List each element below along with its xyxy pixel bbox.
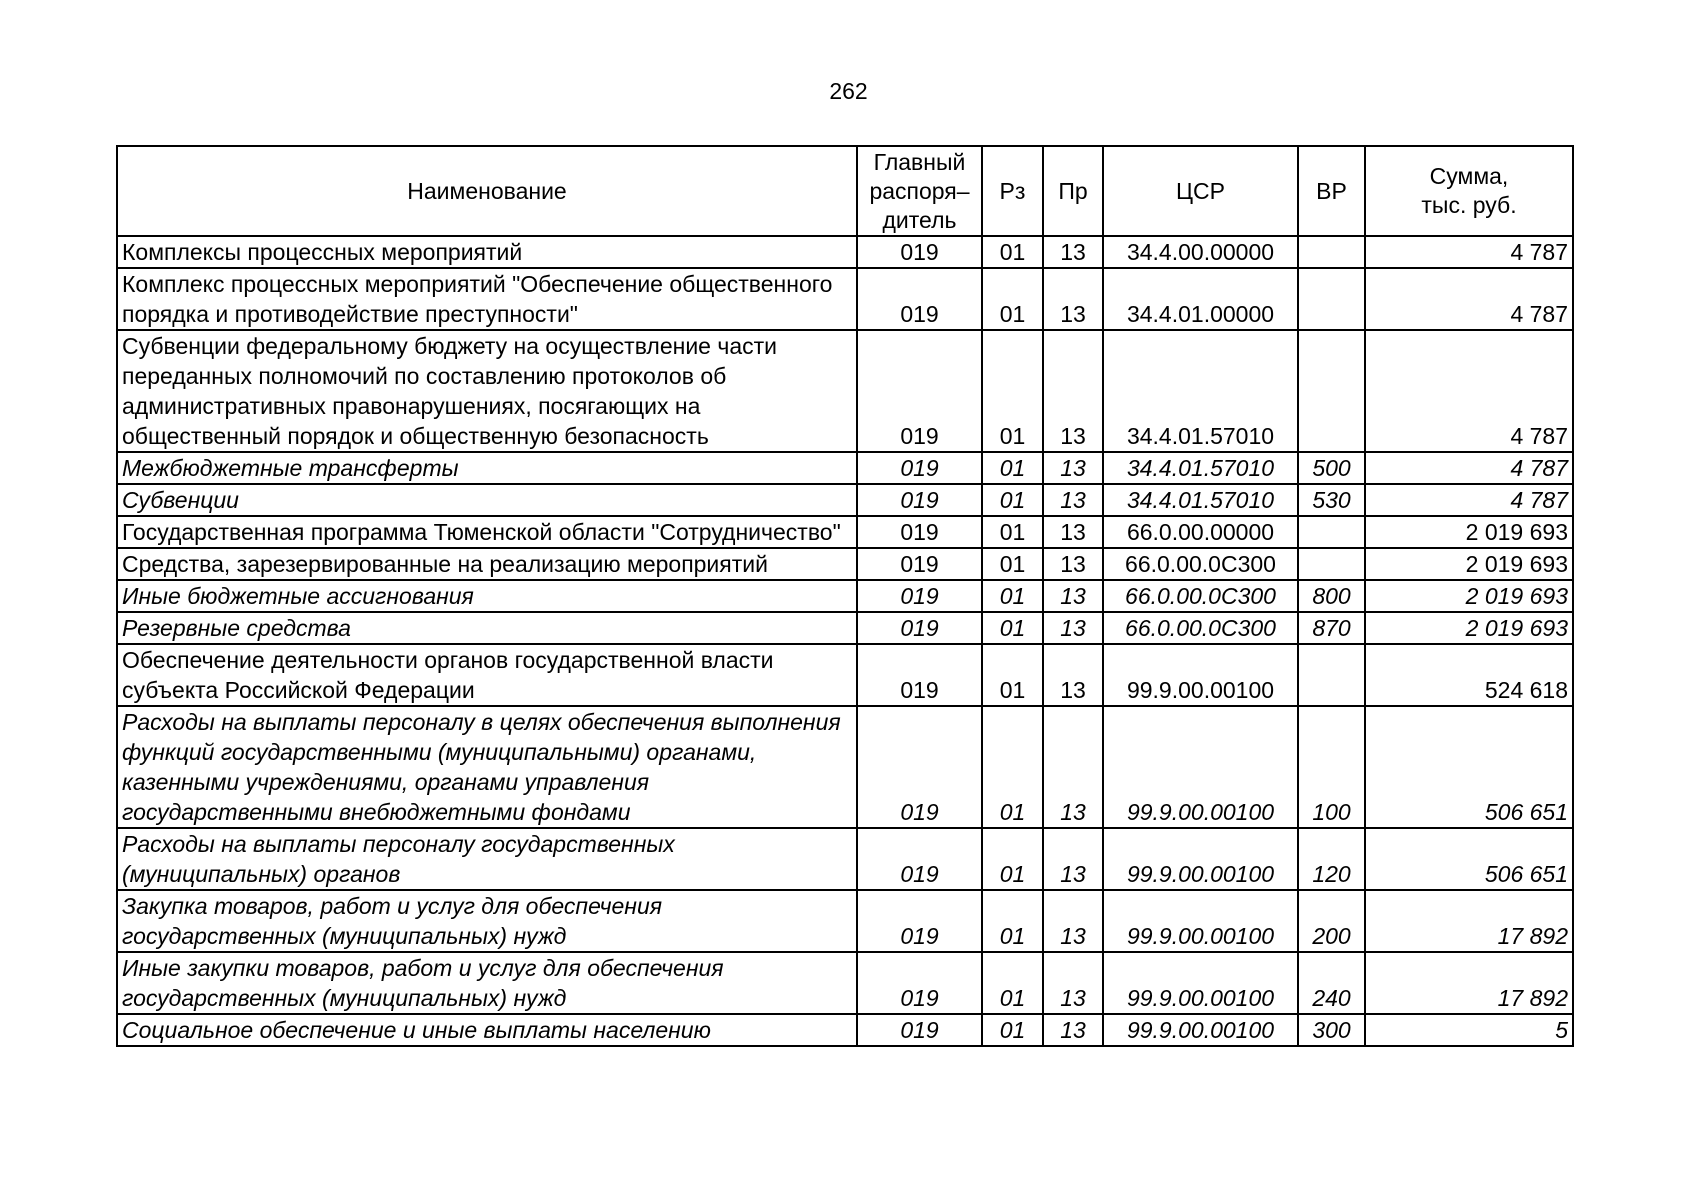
cell-pr: 13 <box>1043 516 1103 548</box>
cell-rz: 01 <box>982 828 1043 890</box>
table-row <box>117 890 1573 952</box>
cell-name: Комплексы процессных мероприятий <box>117 236 857 268</box>
table-row <box>117 706 1573 828</box>
cell-sum: 17 892 <box>1365 952 1573 1014</box>
cell-name: Иные бюджетные ассигнования <box>117 580 857 612</box>
cell-main-admin: 019 <box>857 612 982 644</box>
cell-sum: 4 787 <box>1365 330 1573 452</box>
cell-name: Государственная программа Тюменской области "Сотрудничество" <box>117 516 857 548</box>
cell-pr: 13 <box>1043 644 1103 706</box>
cell-sum: 4 787 <box>1365 484 1573 516</box>
cell-name: Обеспечение деятельности органов государственной власти субъекта Российской Федерации <box>117 644 857 706</box>
table-header-row <box>117 146 1573 236</box>
cell-vr: 240 <box>1298 952 1365 1014</box>
header-csr: ЦСР <box>1103 146 1298 236</box>
table-row <box>117 236 1573 268</box>
table-row <box>117 828 1573 890</box>
header-name: Наименование <box>117 146 857 236</box>
cell-rz: 01 <box>982 580 1043 612</box>
cell-vr: 120 <box>1298 828 1365 890</box>
cell-main-admin: 019 <box>857 706 982 828</box>
cell-vr <box>1298 644 1365 706</box>
cell-pr: 13 <box>1043 706 1103 828</box>
cell-csr: 34.4.01.00000 <box>1103 268 1298 330</box>
cell-name: Социальное обеспечение и иные выплаты населению <box>117 1014 857 1046</box>
cell-vr <box>1298 330 1365 452</box>
header-vr: ВР <box>1298 146 1365 236</box>
cell-csr: 34.4.01.57010 <box>1103 452 1298 484</box>
cell-csr: 34.4.00.00000 <box>1103 236 1298 268</box>
cell-rz: 01 <box>982 516 1043 548</box>
cell-main-admin: 019 <box>857 452 982 484</box>
header-sum <box>1365 146 1573 236</box>
cell-vr: 800 <box>1298 580 1365 612</box>
cell-main-admin: 019 <box>857 580 982 612</box>
cell-name: Средства, зарезервированные на реализацию мероприятий <box>117 548 857 580</box>
cell-rz: 01 <box>982 236 1043 268</box>
cell-sum: 2 019 693 <box>1365 548 1573 580</box>
cell-csr: 66.0.00.0С300 <box>1103 548 1298 580</box>
cell-csr: 66.0.00.0С300 <box>1103 612 1298 644</box>
cell-main-admin: 019 <box>857 516 982 548</box>
cell-main-admin: 019 <box>857 548 982 580</box>
cell-pr: 13 <box>1043 484 1103 516</box>
cell-vr <box>1298 548 1365 580</box>
cell-vr: 870 <box>1298 612 1365 644</box>
cell-main-admin: 019 <box>857 1014 982 1046</box>
cell-csr: 99.9.00.00100 <box>1103 706 1298 828</box>
cell-main-admin: 019 <box>857 644 982 706</box>
cell-sum: 506 651 <box>1365 706 1573 828</box>
cell-main-admin: 019 <box>857 952 982 1014</box>
cell-rz: 01 <box>982 890 1043 952</box>
cell-vr <box>1298 236 1365 268</box>
cell-pr: 13 <box>1043 580 1103 612</box>
table-row <box>117 580 1573 612</box>
table-row <box>117 1014 1573 1046</box>
cell-sum: 506 651 <box>1365 828 1573 890</box>
cell-pr: 13 <box>1043 236 1103 268</box>
cell-rz: 01 <box>982 644 1043 706</box>
cell-vr <box>1298 268 1365 330</box>
cell-csr: 34.4.01.57010 <box>1103 484 1298 516</box>
cell-pr: 13 <box>1043 612 1103 644</box>
cell-sum: 5 <box>1365 1014 1573 1046</box>
table-row <box>117 952 1573 1014</box>
cell-rz: 01 <box>982 952 1043 1014</box>
cell-name: Субвенции <box>117 484 857 516</box>
cell-csr: 66.0.00.0С300 <box>1103 580 1298 612</box>
cell-csr: 66.0.00.00000 <box>1103 516 1298 548</box>
cell-rz: 01 <box>982 706 1043 828</box>
header-rz: Рз <box>982 146 1043 236</box>
cell-rz: 01 <box>982 330 1043 452</box>
cell-rz: 01 <box>982 1014 1043 1046</box>
cell-vr: 500 <box>1298 452 1365 484</box>
cell-vr: 100 <box>1298 706 1365 828</box>
cell-main-admin: 019 <box>857 890 982 952</box>
cell-vr: 530 <box>1298 484 1365 516</box>
header-sum-line2: тыс. руб. <box>1421 192 1517 218</box>
cell-sum: 4 787 <box>1365 452 1573 484</box>
cell-sum: 524 618 <box>1365 644 1573 706</box>
table-row <box>117 452 1573 484</box>
cell-sum: 2 019 693 <box>1365 580 1573 612</box>
header-pr: Пр <box>1043 146 1103 236</box>
table-row <box>117 612 1573 644</box>
table-row <box>117 484 1573 516</box>
cell-name: Межбюджетные трансферты <box>117 452 857 484</box>
cell-main-admin: 019 <box>857 236 982 268</box>
cell-csr: 99.9.00.00100 <box>1103 1014 1298 1046</box>
cell-name: Субвенции федеральному бюджету на осуществление части переданных полномочий по составлению протоколов об административных правонарушениях, посягающих на общественный порядок и общественную безопасность <box>117 330 857 452</box>
cell-sum: 2 019 693 <box>1365 612 1573 644</box>
cell-csr: 99.9.00.00100 <box>1103 890 1298 952</box>
table-row <box>117 548 1573 580</box>
cell-rz: 01 <box>982 268 1043 330</box>
cell-name: Расходы на выплаты персоналу в целях обеспечения выполнения функций государственными (муниципальными) органами, казенными учреждениями, органами управления государственными внебюджетными фондами <box>117 706 857 828</box>
cell-name: Закупка товаров, работ и услуг для обеспечения государственных (муниципальных) нужд <box>117 890 857 952</box>
table-row <box>117 330 1573 452</box>
cell-rz: 01 <box>982 484 1043 516</box>
table-row <box>117 516 1573 548</box>
cell-pr: 13 <box>1043 952 1103 1014</box>
table-body <box>117 236 1573 1046</box>
cell-pr: 13 <box>1043 1014 1103 1046</box>
cell-vr: 200 <box>1298 890 1365 952</box>
cell-name: Комплекс процессных мероприятий "Обеспечение общественного порядка и противодействие преступности" <box>117 268 857 330</box>
cell-main-admin: 019 <box>857 828 982 890</box>
table-row <box>117 644 1573 706</box>
cell-pr: 13 <box>1043 268 1103 330</box>
cell-rz: 01 <box>982 452 1043 484</box>
header-sum-line1: Сумма, <box>1429 163 1509 189</box>
cell-pr: 13 <box>1043 452 1103 484</box>
cell-name: Расходы на выплаты персоналу государственных (муниципальных) органов <box>117 828 857 890</box>
cell-name: Иные закупки товаров, работ и услуг для обеспечения государственных (муниципальных) нужд <box>117 952 857 1014</box>
header-main-admin: Главный распоря– дитель <box>857 146 982 236</box>
cell-vr <box>1298 516 1365 548</box>
cell-main-admin: 019 <box>857 484 982 516</box>
cell-csr: 34.4.01.57010 <box>1103 330 1298 452</box>
cell-pr: 13 <box>1043 548 1103 580</box>
table-row <box>117 268 1573 330</box>
cell-vr: 300 <box>1298 1014 1365 1046</box>
cell-sum: 2 019 693 <box>1365 516 1573 548</box>
page-number: 262 <box>829 78 868 104</box>
cell-main-admin: 019 <box>857 268 982 330</box>
cell-sum: 4 787 <box>1365 236 1573 268</box>
cell-csr: 99.9.00.00100 <box>1103 952 1298 1014</box>
budget-table <box>116 145 1574 1047</box>
cell-csr: 99.9.00.00100 <box>1103 644 1298 706</box>
cell-main-admin: 019 <box>857 330 982 452</box>
cell-pr: 13 <box>1043 828 1103 890</box>
cell-sum: 4 787 <box>1365 268 1573 330</box>
cell-csr: 99.9.00.00100 <box>1103 828 1298 890</box>
cell-rz: 01 <box>982 612 1043 644</box>
cell-pr: 13 <box>1043 890 1103 952</box>
cell-pr: 13 <box>1043 330 1103 452</box>
cell-rz: 01 <box>982 548 1043 580</box>
cell-sum: 17 892 <box>1365 890 1573 952</box>
cell-name: Резервные средства <box>117 612 857 644</box>
